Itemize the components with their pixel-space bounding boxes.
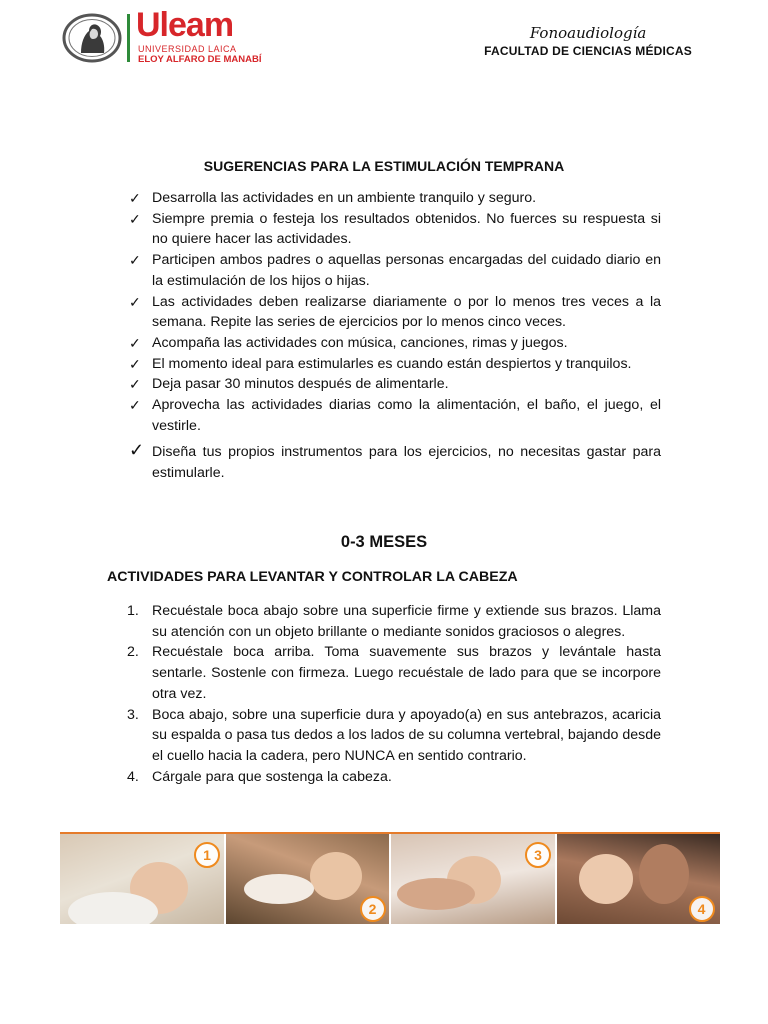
step-badge: 4 — [689, 896, 715, 922]
page-header — [0, 0, 768, 80]
suggestion-item — [127, 374, 661, 395]
step-badge: 2 — [360, 896, 386, 922]
suggestion-item — [127, 442, 661, 483]
program-name: Fonoaudiología — [529, 24, 647, 42]
step-number: 1. — [127, 603, 139, 619]
step-badge: 1 — [194, 842, 220, 868]
faculty-name: FACULTAD DE CIENCIAS MÉDICAS — [484, 44, 692, 58]
baby-photo-4 — [555, 834, 721, 924]
step-number: 3. — [127, 706, 139, 723]
uleam-logo — [62, 6, 282, 66]
logo-divider — [127, 14, 130, 62]
baby-photo-2 — [224, 834, 390, 924]
checkmark-icon: ✓ — [129, 334, 141, 351]
checkmark-icon: ✓ — [129, 190, 141, 206]
logo-subtitle-bold: ELOY ALFARO DE MANABÍ — [138, 54, 262, 65]
step-text: Recuéstale boca arriba. Toma suavemente sus brazos y levántale hasta sentarle. Sostenle con firmeza. Luego recuéstale de lado para que se incorpore otra vez. — [152, 644, 661, 702]
suggestion-text: Acompaña las actividades con música, canciones, rimas y juegos. — [152, 334, 568, 351]
step-item — [127, 767, 661, 788]
suggestion-item — [127, 395, 661, 436]
activity-title: ACTIVIDADES PARA LEVANTAR Y CONTROLAR LA CABEZA — [107, 569, 518, 585]
suggestions-title: SUGERENCIAS PARA LA ESTIMULACIÓN TEMPRANA — [203, 158, 565, 174]
baby-photo-1 — [60, 834, 224, 924]
step-number: 4. — [127, 768, 139, 785]
suggestion-text: Diseña tus propios instrumentos para los ejercicios, no necesitas gastar para estimularle. — [152, 444, 661, 482]
suggestion-text: El momento ideal para estimularles es cuando están despiertos y tranquilos. — [152, 355, 632, 372]
suggestion-item — [127, 188, 661, 209]
checkmark-icon: ✓ — [129, 376, 141, 393]
checkmark-icon: ✓ — [129, 252, 141, 269]
suggestion-text: Siempre premia o festeja los resultados obtenidos. No fuerces su respuesta si no quiere hacer las actividades. — [152, 210, 661, 248]
suggestion-item — [127, 250, 661, 291]
checkmark-icon: ✓ — [129, 293, 141, 310]
suggestion-item — [127, 292, 661, 333]
suggestion-text: Desarrolla las actividades en un ambiente tranquilo y seguro. — [152, 190, 537, 206]
age-group-title: 0-3 MESES — [340, 533, 428, 551]
suggestion-text: Las actividades deben realizarse diariamente o por lo menos tres veces a la semana. Repite las series de ejercicios por lo menos cinco veces. — [152, 293, 661, 331]
photo-strip — [60, 832, 720, 926]
faculty-block — [484, 24, 692, 58]
suggestion-text: Aprovecha las actividades diarias como la alimentación, el baño, el juego, el vestirle. — [152, 397, 661, 434]
step-text: Cárgale para que sostenga la cabeza. — [152, 768, 392, 785]
checkmark-icon: ✓ — [129, 355, 141, 372]
step-text: Boca abajo, sobre una superficie dura y apoyado(a) en sus antebrazos, acaricia su espalda o pasa tus dedos a los lados de su columna vertebral, bajando desde el cuello hacia la cadera, pero NUNCA en sentido contrario. — [152, 706, 661, 764]
step-number: 2. — [127, 644, 139, 661]
suggestion-item — [127, 209, 661, 250]
step-item — [127, 601, 661, 642]
suggestion-item — [127, 354, 661, 375]
step-text: Recuéstale boca abajo sobre una superficie firme y extiende sus brazos. Llama su atención con un objeto brillante o mediante sonidos graciosos o alegres. — [152, 603, 661, 640]
steps-list — [127, 601, 661, 787]
checkmark-icon: ✓ — [129, 397, 141, 414]
checkmark-icon: ✓ — [129, 210, 141, 227]
suggestion-text: Deja pasar 30 minutos después de alimentarle. — [152, 376, 449, 393]
checkmark-icon: ✓ — [129, 440, 145, 461]
logo-wordmark: Uleam — [136, 6, 234, 44]
logo-subtitle: UNIVERSIDAD LAICA — [138, 44, 237, 54]
suggestion-item — [127, 333, 661, 354]
step-item — [127, 642, 661, 704]
suggestion-text: Participen ambos padres o aquellas personas encargadas del cuidado diario en la estimulación de los hijos o hijas. — [152, 252, 661, 289]
baby-photo-3 — [389, 834, 555, 924]
university-seal-icon — [62, 13, 122, 63]
suggestions-list — [127, 188, 661, 484]
step-item — [127, 705, 661, 767]
step-badge: 3 — [525, 842, 551, 868]
